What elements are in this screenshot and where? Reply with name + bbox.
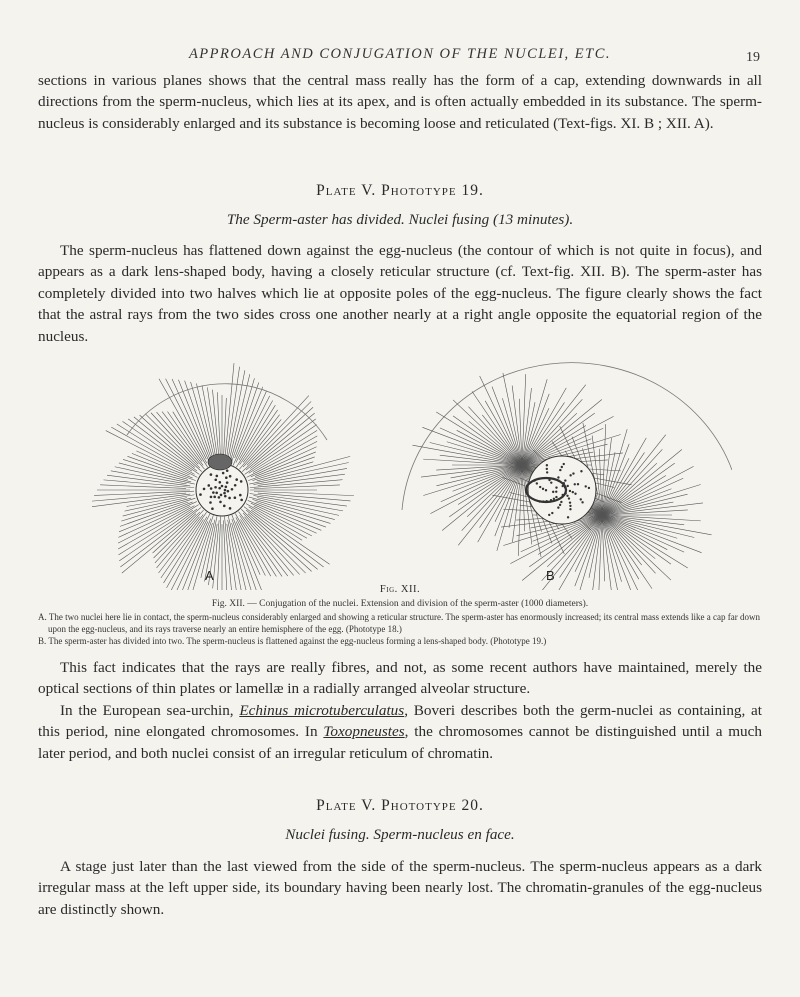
- chromatin-granule: [550, 481, 552, 483]
- chromatin-granule: [203, 488, 206, 491]
- paragraph-3: This fact indicates that the rays are really fibres, and not, as some recent authors have maintained, merely the optical sections of thin plates or lamellæ in a radially arranged alveolar structure.: [38, 659, 762, 698]
- chromatin-granule: [561, 466, 563, 468]
- paragraph-4: [38, 700, 762, 764]
- chromatin-granule: [550, 499, 552, 501]
- aster-ray: [255, 452, 316, 477]
- aster-ray: [453, 400, 522, 465]
- chromatin-granule: [225, 476, 228, 479]
- aster-ray: [154, 512, 200, 558]
- chromatin-granule: [223, 492, 226, 495]
- plate-19-heading: Plate V. Phototype 19.: [316, 182, 484, 199]
- chromatin-granule: [215, 491, 218, 494]
- aster-ray: [127, 495, 195, 507]
- chromatin-granule: [212, 491, 215, 494]
- chromatin-granule: [557, 476, 559, 478]
- chromatin-granule: [539, 486, 541, 488]
- aster-ray: [239, 419, 281, 469]
- aster-ray: [111, 427, 194, 474]
- aster-ray: [212, 390, 219, 460]
- aster-ray: [128, 419, 197, 471]
- chromatin-granule: [545, 500, 547, 502]
- chromatin-granule: [228, 497, 231, 500]
- aster-ray: [229, 378, 254, 464]
- aster-ray: [106, 431, 198, 478]
- running-header: APPROACH AND CONJUGATION OF THE NUCLEI, ETC.: [188, 46, 612, 62]
- aster-ray: [244, 507, 324, 567]
- chromatin-granule: [563, 482, 565, 484]
- chromatin-granule: [562, 485, 564, 487]
- chromatin-granule: [542, 500, 544, 502]
- aster-ray: [94, 491, 194, 495]
- aster-ray: [217, 517, 221, 590]
- chromatin-granule: [221, 485, 224, 488]
- page-number: 19: [746, 50, 760, 65]
- chromatin-granule: [227, 490, 230, 493]
- aster-ray: [223, 520, 227, 590]
- chromatin-granule: [546, 468, 548, 470]
- chromatin-granule: [209, 501, 212, 504]
- figure-caption-main: Fig. XII. — Conjugation of the nuclei. Extension and division of the sperm-aster (1000 diameters).: [211, 599, 589, 609]
- aster-ray: [92, 494, 190, 507]
- aster-ray: [602, 463, 657, 515]
- figure-title: Fig. XII.: [379, 584, 421, 595]
- chromatin-granule: [546, 464, 548, 466]
- aster-ray: [602, 463, 675, 515]
- chromatin-granule: [580, 470, 582, 472]
- chromatin-granule: [566, 495, 568, 497]
- aster-ray: [232, 515, 269, 590]
- chromatin-granule: [555, 486, 557, 488]
- chromatin-granule: [214, 486, 217, 489]
- aster-ray: [257, 498, 339, 516]
- aster-ray: [125, 498, 187, 512]
- chromatin-granule: [557, 479, 559, 481]
- chromatin-granule: [224, 489, 227, 492]
- aster-ray: [254, 491, 354, 495]
- aster-ray: [468, 407, 522, 465]
- chromatin-granule: [533, 479, 535, 481]
- chromatin-granule: [546, 471, 548, 473]
- aster-ray: [225, 363, 234, 456]
- figure-label-a: A: [205, 568, 214, 583]
- aster-ray: [117, 424, 192, 471]
- chromatin-granule: [210, 473, 213, 476]
- cell-outline: [127, 384, 327, 440]
- chromatin-granule: [568, 497, 570, 499]
- aster-ray: [119, 510, 193, 561]
- aster-ray: [247, 441, 317, 477]
- chromatin-granule: [564, 486, 566, 488]
- chromatin-granule: [559, 469, 561, 471]
- chromatin-granule: [569, 501, 571, 503]
- chromatin-granule: [548, 514, 550, 516]
- aster-ray: [100, 485, 186, 489]
- chromatin-granule: [569, 505, 571, 507]
- chromatin-granule: [240, 499, 243, 502]
- aster-ray: [257, 456, 351, 481]
- aster-ray: [449, 465, 522, 517]
- chromatin-granule: [213, 496, 216, 499]
- aster-ray: [157, 412, 205, 469]
- chromatin-granule: [580, 498, 582, 500]
- chromatin-granule: [551, 512, 553, 514]
- aster-ray: [602, 515, 656, 573]
- figure-caption-a: A. The two nuclei here lie in contact, the sperm-nucleus considerably enlarged and showing a reticular structure. The sperm-aster has enormously increased; its central mass extends like a cap far down upon the egg-nucleus, and its rays traverse nearly an entire hemisphere of the egg. (Phototype 18.): [38, 612, 761, 634]
- aster-ray: [558, 515, 602, 590]
- figure-b-aster: [402, 363, 732, 590]
- plate-19-subtitle-b: minutes).: [513, 211, 574, 228]
- chromatin-granule: [553, 498, 555, 500]
- chromatin-granule: [560, 501, 562, 503]
- chromatin-granule: [557, 506, 559, 508]
- chromatin-granule: [555, 490, 557, 492]
- chromatin-granule: [581, 501, 583, 503]
- chromatin-granule: [567, 516, 569, 518]
- sperm-nucleus: [208, 454, 232, 470]
- species-name-toxopneustes: Toxopneustes: [323, 723, 405, 741]
- chromatin-granule: [214, 478, 217, 481]
- aster-ray: [253, 468, 346, 484]
- chromatin-granule: [207, 484, 210, 487]
- chromatin-granule: [565, 492, 567, 494]
- chromatin-granule: [222, 472, 225, 475]
- chromatin-granule: [564, 479, 566, 481]
- plate-19-subtitle-a: The Sperm-aster has divided. Nuclei fusing (: [226, 211, 499, 228]
- paragraph-4-c: , the chromosomes cannot be distinguished until a much later period, and both nuclei consist of an irregular reticulum of chromatin.: [38, 723, 762, 762]
- chromatin-granule: [567, 485, 569, 487]
- chromatin-granule: [563, 463, 565, 465]
- chromatin-granule: [216, 475, 219, 478]
- chromatin-granule: [210, 487, 213, 490]
- chromatin-granule: [545, 489, 547, 491]
- chromatin-granule: [572, 472, 574, 474]
- aster-ray: [258, 474, 345, 485]
- paragraph-1: sections in various planes shows that the central mass really has the form of a cap, extending downwards in all directions from the sperm-nucleus, which lies at its apex, and is often actually embedded in its substance. The sperm-nucleus is considerably enlarged and its substance is becoming loose and reticulated (Text-figs. XI. B ; XII. A).: [38, 72, 762, 132]
- aster-ray: [258, 493, 351, 501]
- chromatin-granule: [536, 482, 538, 484]
- chromatin-granule: [219, 501, 222, 504]
- aster-ray: [254, 506, 312, 536]
- aster-ray: [92, 493, 186, 501]
- aster-ray: [118, 506, 190, 543]
- figure-xii: [92, 340, 732, 590]
- chromatin-granule: [226, 469, 229, 472]
- chromatin-granule: [239, 494, 242, 497]
- plate-20-heading: Plate V. Phototype 20.: [316, 797, 484, 814]
- chromatin-granule: [588, 487, 590, 489]
- aster-ray: [250, 494, 347, 506]
- aster-ray: [602, 515, 671, 580]
- aster-ray: [250, 419, 316, 469]
- chromatin-granule: [199, 493, 202, 496]
- aster-ray: [172, 379, 211, 465]
- chromatin-granule: [218, 496, 221, 499]
- chromatin-granule: [574, 493, 576, 495]
- chromatin-granule: [235, 478, 238, 481]
- chromatin-granule: [224, 495, 227, 498]
- chromatin-granule: [210, 496, 213, 499]
- chromatin-granule: [229, 507, 232, 510]
- chromatin-granule: [240, 480, 243, 483]
- chromatin-granule: [218, 487, 221, 490]
- aster-ray: [236, 396, 270, 463]
- chromatin-granule: [229, 475, 232, 478]
- chromatin-granule: [569, 490, 571, 492]
- chromatin-granule: [220, 494, 223, 497]
- aster-ray: [602, 449, 662, 515]
- paragraph-4-b: , Boveri describes both the germ-nuclei as containing, at this period, nine elongated chromosomes. In: [38, 702, 763, 741]
- chromatin-granule: [552, 491, 554, 493]
- aster-ray: [467, 465, 522, 517]
- species-name-echinus: Echinus microtuberculatus: [239, 702, 405, 719]
- chromatin-granule: [555, 496, 557, 498]
- chromatin-granule: [231, 488, 234, 491]
- aster-ray: [462, 465, 522, 531]
- chromatin-granule: [234, 484, 237, 487]
- chromatin-granule: [234, 496, 237, 499]
- paragraph-5: A stage just later than the last viewed from the side of the sperm-nucleus. The sperm-nucleus appears as a dark irregular mass at the left upper side, its boundary having been nearly lost. The chromatin-granules of the egg-nucleus are distinctly shown.: [38, 858, 762, 918]
- chromatin-granule: [572, 491, 574, 493]
- chromatin-granule: [225, 486, 228, 489]
- aster-ray: [151, 413, 198, 465]
- plate-19-subtitle: [0, 211, 800, 229]
- chromatin-granule: [577, 483, 579, 485]
- chromatin-granule: [565, 489, 567, 491]
- aster-ray: [602, 515, 671, 564]
- figure-a-aster: [92, 363, 354, 590]
- aster-ray: [251, 510, 329, 564]
- chromatin-granule: [559, 504, 561, 506]
- figure-label-b: B: [546, 568, 555, 583]
- plate-19-subtitle-num: 13: [498, 211, 514, 228]
- aster-ray: [226, 367, 240, 464]
- chromatin-granule: [574, 483, 576, 485]
- aster-ray: [453, 416, 522, 465]
- chromatin-granule: [219, 481, 222, 484]
- chromatin-granule: [542, 488, 544, 490]
- chromatin-granule: [223, 505, 226, 508]
- chromatin-granule: [562, 494, 564, 496]
- figure-xii-drawing: [92, 340, 732, 590]
- paragraph-2: The sperm-nucleus has flattened down against the egg-nucleus (the contour of which is not quite in focus), and appears as a dark lens-shaped body, having a closely reticular structure (cf. Text-fig. XII. B). The sperm-aster has completely divided into two halves which lie at opposite poles of the egg-nucleus. The figure clearly shows the fact that the astral rays from the two sides cross one another nearly at a right angle opposite the equatorial region of the nucleus.: [38, 242, 762, 345]
- chromatin-granule: [585, 485, 587, 487]
- chromatin-granule: [569, 508, 571, 510]
- plate-20-subtitle: Nuclei fusing. Sperm-nucleus en face.: [285, 826, 515, 843]
- paragraph-4-a: In the European sea-urchin,: [60, 702, 240, 719]
- chromatin-granule: [569, 474, 571, 476]
- aster-ray: [254, 485, 340, 489]
- chromatin-granule: [539, 500, 541, 502]
- aster-ray: [178, 380, 210, 462]
- aster-ray: [252, 462, 313, 481]
- figure-caption-b: B. The sperm-aster has divided into two. The sperm-nucleus is flattened against the egg-nucleus forming a lens-shaped body. (Phototype 19.): [38, 636, 547, 646]
- chromatin-granule: [548, 479, 550, 481]
- chromatin-granule: [226, 481, 229, 484]
- chromatin-granule: [211, 507, 214, 510]
